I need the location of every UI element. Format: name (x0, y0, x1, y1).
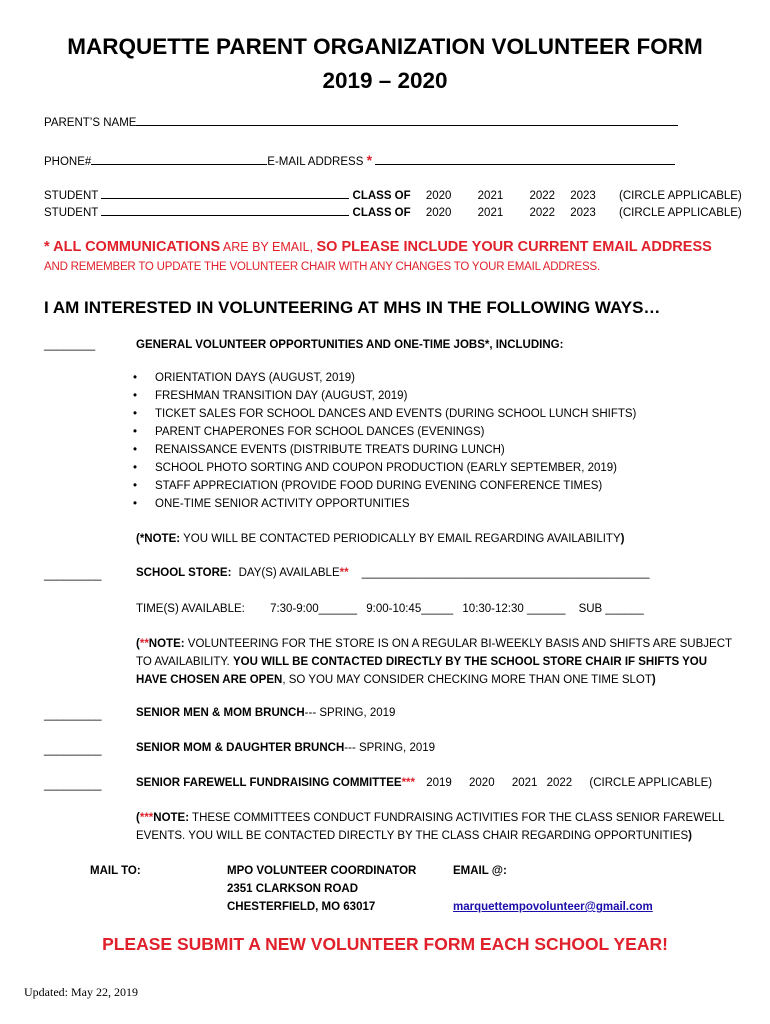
section-heading: I AM INTERESTED IN VOLUNTEERING AT MHS IN THE FOLLOWING WAYS… (44, 298, 661, 317)
student-label: STUDENT (44, 190, 99, 202)
circle-applicable-note: (CIRCLE APPLICABLE) (619, 207, 742, 219)
farewell-year-2019[interactable]: 2019 (426, 777, 452, 789)
store-note-line2: TO AVAILABILITY. YOU WILL BE CONTACTED DIRECTLY BY THE SCHOOL STORE CHAIR IF SHIFTS YOU (136, 656, 708, 668)
email-field[interactable] (375, 153, 675, 165)
list-item: • ONE-TIME SENIOR ACTIVITY OPPORTUNITIES (133, 498, 410, 510)
notice-part2: ARE BY EMAIL, (220, 240, 317, 254)
farewell-note-line1: (***NOTE: THESE COMMITTEES CONDUCT FUNDRAISING ACTIVITIES FOR THE CLASS SENIOR FAREWELL (136, 812, 725, 824)
time-slot-2[interactable]: 9:00-10:45_____ (366, 603, 454, 615)
class-year-2021[interactable]: 2021 (477, 207, 504, 219)
notice-part1: * ALL COMMUNICATIONS (44, 239, 221, 255)
farewell-year-2021[interactable]: 2021 (511, 777, 538, 789)
store-blank[interactable]: _________ (44, 569, 102, 581)
email-label: E-MAIL ADDRESS (267, 156, 364, 168)
phone-field[interactable] (91, 153, 267, 165)
time-slot-sub[interactable]: SUB ______ (578, 603, 644, 615)
student-row-2 (44, 204, 742, 219)
time-slot-1[interactable]: 7:30-9:00______ (270, 603, 358, 615)
notice-line2: AND REMEMBER TO UPDATE THE VOLUNTEER CHAIR WITH ANY CHANGES TO YOUR EMAIL ADDRESS. (44, 261, 600, 273)
parent-name-label: PARENT’S NAME (44, 117, 137, 129)
brunch2-blank[interactable]: _________ (44, 744, 102, 756)
farewell-star: *** (401, 777, 416, 789)
store-note-line3: HAVE CHOSEN ARE OPEN, SO YOU MAY CONSIDER CHECKING MORE THAN ONE TIME SLOT) (136, 674, 656, 686)
store-times-row (136, 603, 644, 615)
email-notice (44, 239, 712, 255)
phone-email-row (44, 152, 675, 168)
class-year-2022[interactable]: 2022 (529, 190, 556, 202)
list-item: • TICKET SALES FOR SCHOOL DANCES AND EVENTS (DURING SCHOOL LUNCH SHIFTS) (133, 408, 637, 420)
student-label: STUDENT (44, 207, 99, 219)
store-note-line1: (**NOTE: VOLUNTEERING FOR THE STORE IS ON A REGULAR BI-WEEKLY BASIS AND SHIFTS ARE SUBJECT (136, 638, 733, 650)
general-title: GENERAL VOLUNTEER OPPORTUNITIES AND ONE-TIME JOBS*, INCLUDING: (136, 339, 564, 351)
notice-part3: SO PLEASE INCLUDE YOUR CURRENT EMAIL ADDRESS (316, 239, 712, 255)
store-days-row (136, 567, 650, 579)
farewell-note-line2: EVENTS. YOU WILL BE CONTACTED DIRECTLY BY THE CLASS CHAIR REGARDING OPPORTUNITIES) (136, 830, 692, 842)
form-year: 2019 – 2020 (322, 68, 448, 93)
email-at-label: EMAIL @: (453, 865, 507, 877)
farewell-blank[interactable]: _________ (44, 779, 102, 791)
farewell-circle-note: (CIRCLE APPLICABLE) (589, 777, 713, 789)
student-row-1 (44, 187, 742, 202)
updated-date: Updated: May 22, 2019 (24, 985, 138, 999)
class-year-2023[interactable]: 2023 (570, 190, 596, 202)
circle-applicable-note: (CIRCLE APPLICABLE) (619, 190, 742, 202)
class-of-label: CLASS OF (352, 207, 411, 219)
class-year-2021[interactable]: 2021 (477, 190, 504, 202)
list-item: • SCHOOL PHOTO SORTING AND COUPON PRODUCTION (EARLY SEPTEMBER, 2019) (133, 462, 618, 474)
time-slot-3[interactable]: 10:30-12:30 ______ (462, 603, 566, 615)
list-item: • PARENT CHAPERONES FOR SCHOOL DANCES (EVENINGS) (133, 426, 485, 438)
class-of-label: CLASS OF (352, 190, 411, 202)
mail-to-label: MAIL TO: (90, 865, 141, 877)
store-title: SCHOOL STORE: (136, 567, 232, 579)
phone-label: PHONE# (44, 156, 92, 168)
student-name-field[interactable] (101, 204, 349, 216)
mail-address-line3: CHESTERFIELD, MO 63017 (227, 901, 376, 913)
brunch1-blank[interactable]: _________ (44, 709, 102, 721)
brunch2-row: SENIOR MOM & DAUGHTER BRUNCH--- SPRING, 2019 (136, 742, 436, 754)
class-year-2023[interactable]: 2023 (570, 207, 596, 219)
class-year-2020[interactable]: 2020 (425, 207, 452, 219)
class-year-2022[interactable]: 2022 (529, 207, 556, 219)
list-item: • FRESHMAN TRANSITION DAY (AUGUST, 2019) (133, 390, 408, 402)
list-item: • STAFF APPRECIATION (PROVIDE FOOD DURING EVENING CONFERENCE TIMES) (133, 480, 603, 492)
parent-name-field[interactable] (136, 114, 678, 126)
farewell-row (136, 777, 712, 789)
class-year-2020[interactable]: 2020 (425, 190, 452, 202)
general-blank[interactable]: ________ (44, 339, 96, 351)
submit-reminder: PLEASE SUBMIT A NEW VOLUNTEER FORM EACH SCHOOL YEAR! (102, 934, 668, 954)
coordinator-email-link[interactable]: marquettempovolunteer@gmail.com (453, 901, 653, 913)
farewell-title: SENIOR FAREWELL FUNDRAISING COMMITTEE (136, 777, 402, 789)
email-required-star: * (366, 152, 373, 168)
student-name-field[interactable] (101, 187, 349, 199)
times-available-label: TIME(S) AVAILABLE: (136, 603, 245, 615)
parent-name-row (44, 114, 678, 129)
days-available-label: DAY(S) AVAILABLE (238, 567, 340, 579)
days-available-field[interactable]: _____________________________________________ (361, 567, 650, 579)
mail-address-line1: MPO VOLUNTEER COORDINATOR (227, 865, 417, 877)
farewell-year-2020[interactable]: 2020 (469, 777, 495, 789)
general-note: (*NOTE: YOU WILL BE CONTACTED PERIODICALLY BY EMAIL REGARDING AVAILABILITY) (136, 533, 625, 545)
mail-address-line2: 2351 CLARKSON ROAD (227, 883, 358, 895)
days-star: ** (339, 567, 349, 579)
list-item: • RENAISSANCE EVENTS (DISTRIBUTE TREATS DURING LUNCH) (133, 444, 505, 456)
list-item: • ORIENTATION DAYS (AUGUST, 2019) (133, 372, 356, 384)
form-title: MARQUETTE PARENT ORGANIZATION VOLUNTEER FORM (67, 34, 703, 59)
farewell-year-2022[interactable]: 2022 (546, 777, 573, 789)
brunch1-row: SENIOR MEN & MOM BRUNCH--- SPRING, 2019 (136, 707, 396, 719)
